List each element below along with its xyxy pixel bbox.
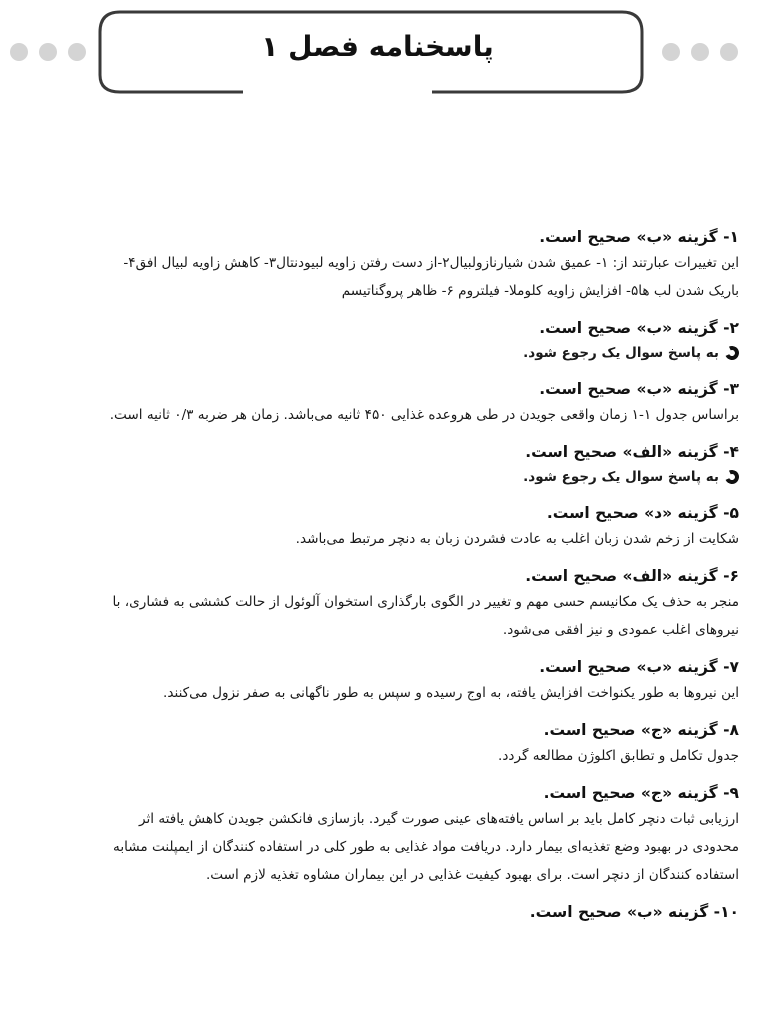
answer-explanation: این نیروها به طور یکنواخت افزایش یافته، به اوج رسیده و سپس به طور ناگهانی به صفر نزول می‌کنند.: [163, 685, 739, 701]
answer-heading: ۳- گزینه «ب» صحیح است.: [539, 380, 739, 398]
answer-explanation: این تغییرات عبارتند از: ۱- عمیق شدن شیارنازولبیال۲-از دست رفتن زاویه لبیودنتال۳- کاهش زاویه لبیال افق۴- باریک شدن لب ها۵- افزایش زاویه کلوملا- فیلتروم ۶- ظاهر پروگناتیسم: [123, 255, 739, 299]
answer-item: [15, 225, 739, 305]
answer-item: [15, 316, 739, 366]
decorative-dot: [39, 43, 57, 61]
decorative-dots-right: [662, 43, 738, 61]
answer-item: [15, 900, 739, 924]
answer-reference: [15, 340, 739, 366]
reference-text: به پاسخ سوال یک رجوع شود.: [523, 345, 719, 361]
page-title: پاسخنامه فصل ۱: [261, 30, 494, 63]
answer-explanation: براساس جدول ۱-۱ زمان واقعی جویدن در طی هروعده غذایی ۴۵۰ ثانیه می‌باشد. زمان هر ضربه ۰/۳ ثانیه است.: [109, 407, 739, 423]
answer-explanation: شکایت از زخم شدن زبان اغلب به عادت فشردن زبان به دنچر مرتبط می‌باشد.: [295, 531, 739, 547]
answer-item: [15, 501, 739, 553]
decorative-dot: [662, 43, 680, 61]
decorative-dot: [691, 43, 709, 61]
decorative-dot: [10, 43, 28, 61]
decorative-dots-left: [10, 43, 86, 61]
answer-heading: ۷- گزینه «ب» صحیح است.: [539, 658, 739, 676]
chapter-header: [0, 0, 759, 110]
answer-list: [15, 225, 739, 935]
answer-heading: ۵- گزینه «د» صحیح است.: [546, 504, 739, 522]
answer-item: [15, 440, 739, 490]
answer-reference: [15, 464, 739, 490]
answer-heading: ۶- گزینه «الف» صحیح است.: [525, 567, 739, 585]
reference-arrow-icon: [723, 468, 741, 486]
answer-heading: ۸- گزینه «ج» صحیح است.: [543, 721, 739, 739]
answer-heading: ۴- گزینه «الف» صحیح است.: [525, 443, 739, 461]
answer-item: [15, 718, 739, 770]
decorative-dot: [68, 43, 86, 61]
answer-heading: ۹- گزینه «ج» صحیح است.: [543, 784, 739, 802]
answer-item: [15, 564, 739, 644]
decorative-dot: [720, 43, 738, 61]
answer-item: [15, 655, 739, 707]
reference-text: به پاسخ سوال یک رجوع شود.: [523, 469, 719, 485]
answer-item: [15, 781, 739, 889]
answer-explanation: جدول تکامل و تطابق اکلوژن مطالعه گردد.: [498, 748, 739, 764]
answer-heading: ۲- گزینه «ب» صحیح است.: [539, 319, 739, 337]
answer-explanation: منجر به حذف یک مکانیسم حسی مهم و تغییر در الگوی بارگذاری استخوان آلوئول از حالت کششی به فشاری، با نیروهای اغلب عمودی و نیز افقی می‌شود.: [112, 594, 739, 638]
answer-heading: ۱- گزینه «ب» صحیح است.: [539, 228, 739, 246]
reference-arrow-icon: [723, 344, 741, 362]
answer-item: [15, 377, 739, 429]
answer-explanation: ارزیابی ثبات دنچر کامل باید بر اساس یافته‌های عینی صورت گیرد. بازسازی فانکشن جویدن کاهش یافته اثر محدودی در بهبود وضع تغذیه‌ای بیمار دارد. دریافت مواد غذایی به طور کلی در استفاده کنندگان از ایمپلنت مشابه استفاده کنندگان از دنچر است. برای بهبود کیفیت غذایی در این بیماران مشاوه تغذیه لازم است.: [113, 811, 739, 883]
answer-heading: ۱۰- گزینه «ب» صحیح است.: [529, 903, 739, 921]
